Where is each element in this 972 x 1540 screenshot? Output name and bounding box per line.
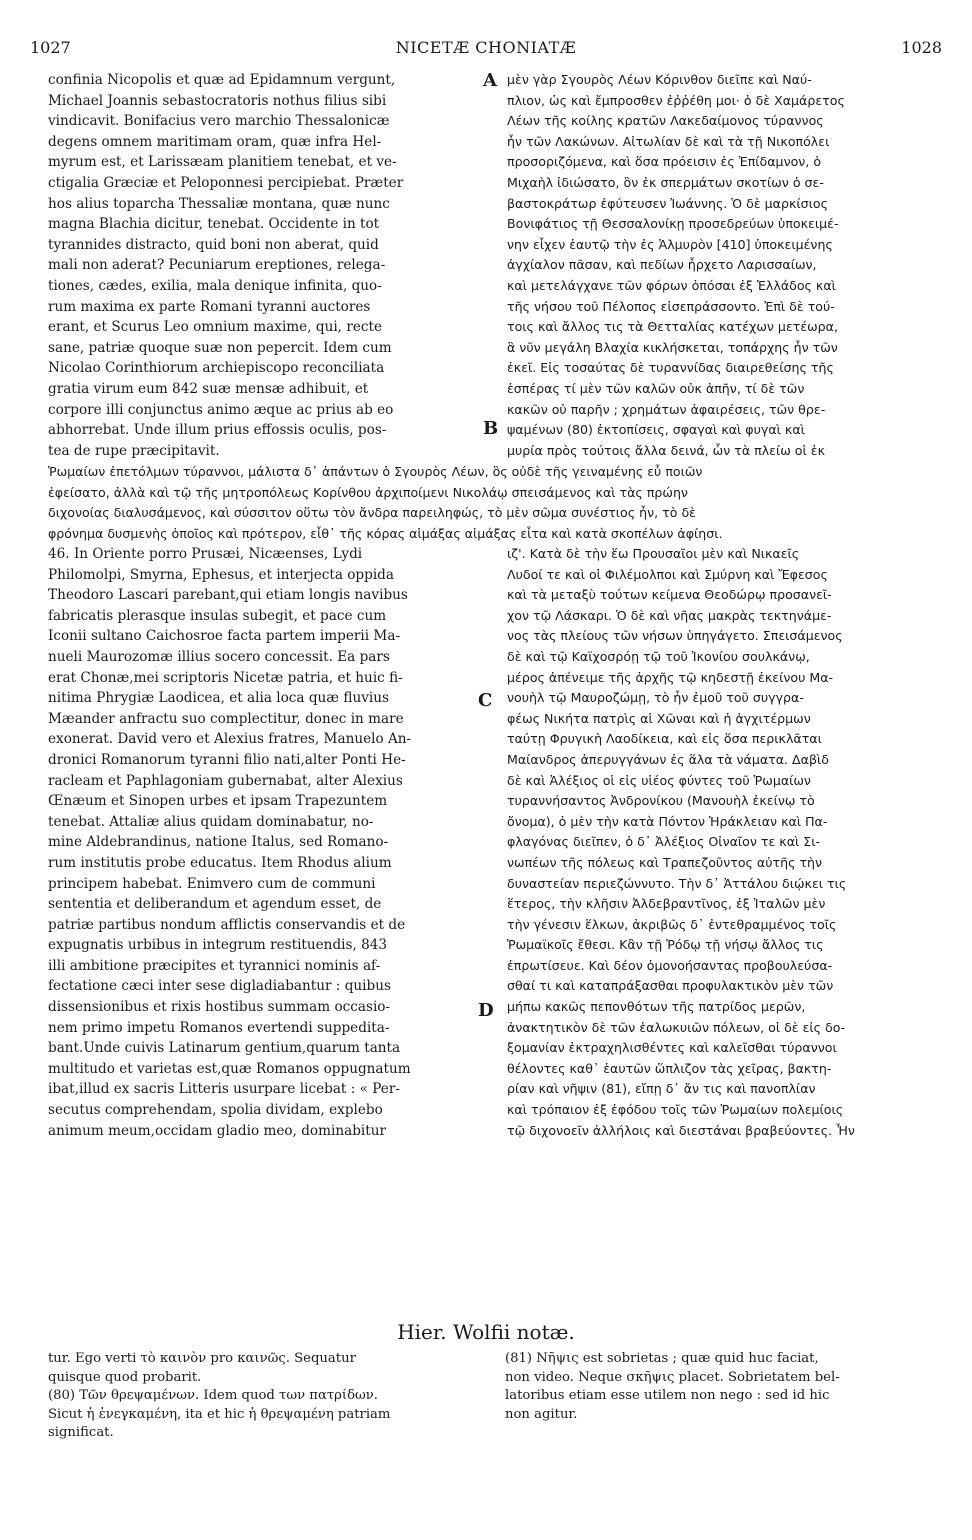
greek-text-line: κακῶν οὐ παρῆν ; χρημάτων ἀφαιρέσεις, τῶν θρε- bbox=[507, 401, 826, 417]
latin-text-line: mali non aderat? Pecuniarum ereptiones, relega- bbox=[48, 257, 386, 274]
latin-text-line: tenebat. Attaliæ alius quidam dominabatur, no- bbox=[48, 813, 374, 830]
latin-text-line: degens omnem maritimam oram, quæ infra Hel- bbox=[48, 133, 382, 150]
latin-text-line: tiones, cædes, exilia, mala denique infinita, quo- bbox=[48, 277, 382, 294]
greek-text-line: ἐπρωτίσευε. Καὶ δέον ὁμονοήσαντας προβουλεύσα- bbox=[507, 957, 833, 973]
latin-text-line: Michael Joannis sebastocratoris nothus filius sibi bbox=[48, 92, 387, 109]
greek-text-line: ἑσπέρας τί μὲν τῶν καλῶν οὐκ ἀπῆν, τί δὲ τῶν bbox=[507, 380, 805, 396]
latin-text-line: mine Aldebrandinus, natione Italus, sed Romano- bbox=[48, 834, 389, 851]
latin-text-line: dissensionibus et rixis hostibus summam occasio- bbox=[48, 999, 391, 1016]
greek-text-line: προσοριζόμενα, καὶ ὅσα πρόεισιν ἐς Ἐπίδαμνον, ὁ bbox=[507, 154, 822, 170]
latin-text-line: abhorrebat. Unde illum prius effossis oculis, pos- bbox=[48, 422, 387, 439]
greek-text-line: ἃ νῦν μεγάλη Βλαχία κικλήσκεται, τοπάρχης ἦν τῶν bbox=[507, 339, 838, 355]
greek-text-line: σθαί τι καὶ καταπράξασθαι προφυλακτικὸν μὲν τῶν bbox=[507, 978, 834, 994]
latin-text-line: secutus comprehendam, spolia dividam, explebo bbox=[48, 1102, 383, 1119]
greek-text-line: ἕτερος, τὴν κλῆσιν Ἀλδεβραντῖνος, ἐξ Ἰταλῶν μὲν bbox=[507, 896, 826, 912]
greek-text-line: Βονιφάτιος τῇ Θεσσαλονίκῃ προσεδρεύων ὑποκειμέ- bbox=[507, 216, 839, 232]
note-line: quisque quod probarit. bbox=[48, 1369, 202, 1385]
greek-text-line: ψαμένων (80) ἐκτοπίσεις, σφαγαὶ καὶ φυγαὶ καὶ bbox=[507, 422, 805, 438]
greek-text-line: μέρος ἀπένειμε τῆς ἀρχῆς τῷ κηδεστῇ ἐκείνου Μα- bbox=[507, 669, 834, 685]
latin-text-line: 46. In Oriente porro Prusæi, Nicæenses, Lydi bbox=[48, 546, 363, 562]
latin-text-line: bant.Unde cuivis Latinarum gentium,quarum tanta bbox=[48, 1040, 401, 1057]
greek-text-line: τὴν γένεσιν ἕλκων, ἀκριβῶς δ᾽ ἐντεθραμμένος τοῖς bbox=[507, 916, 837, 932]
latin-text-line: erant, et Scurus Leo omnium maxime, qui, recte bbox=[48, 319, 382, 336]
greek-text-line: Ῥωμαϊκοῖς ἔθεσι. Κἂν τῇ Ῥόδῳ τῇ νήσῳ ἄλλος τις bbox=[507, 937, 824, 953]
greek-text-line: δυναστείαν περιεζώννυτο. Τὴν δ᾽ Ἀττάλου διῴκει τις bbox=[507, 875, 847, 891]
latin-text-line: magna Blachia dicitur, tenebat. Occidente in tot bbox=[48, 216, 380, 233]
latin-column-top bbox=[48, 70, 475, 461]
latin-text-line: vindicavit. Bonifacius vero marchio Thessalonicæ bbox=[48, 113, 390, 130]
greek-text-line: Μιχαὴλ ἰδιώσατο, ὃν ἐκ σπερμάτων σκοτίων ὁ σε- bbox=[507, 174, 824, 190]
greek-text-line: φρόνημα δυσμενὴς ὁποῖος καὶ πρότερον, εἶθ᾽ τῆς κόρας αἱμάξας αἱμάξας εἶτα καὶ κατὰ σκοπέλων ἀφίησι. bbox=[48, 525, 723, 541]
latin-text-line: Mæander anfractu suo complectitur, donec in mare bbox=[48, 710, 404, 727]
greek-text-line: ἐκεῖ. Εἰς τοσαύτας δὲ τυραννίδας διαιρεθείσης τῆς bbox=[507, 360, 834, 376]
greek-text-line: νωπέων τῆς πόλεως καὶ Τραπεζοῦντος αὐτῆς τὴν bbox=[507, 854, 823, 870]
greek-column-bottom bbox=[507, 544, 937, 1141]
latin-text-line: dronici Romanorum tyranni filio nati,alter Ponti He- bbox=[48, 751, 406, 768]
greek-text-line: πλιον, ὡς καὶ ἔμπροσθεν ἐῤῥέθη μοι· ὁ δὲ Χαμάρετος bbox=[507, 92, 845, 108]
greek-text-line: ἦν τῶν Λακώνων. Αἰτωλίαν δὲ καὶ τὰ τῇ Νικοπόλει bbox=[507, 133, 830, 149]
greek-text-line: δὲ καὶ Ἀλέξιος οἱ εἰς υἱέος φύντες τοῦ Ῥωμαίων bbox=[507, 772, 811, 788]
greek-text-line: νος τὰς πλείους τῶν νήσων ὑπηγάγετο. Σπεισάμενος bbox=[507, 628, 843, 644]
notes-left-column bbox=[48, 1350, 478, 1443]
greek-text-line: μὲν γὰρ Σγουρὸς Λέων Κόρινθον διεῖπε καὶ Ναύ- bbox=[507, 72, 812, 87]
greek-text-line: Ῥωμαίων ἐπετόλμων τύραννοι, μάλιστα δ᾽ ἁπάντων ὁ Σγουρὸς Λέων, ὃς οὐδὲ τῆς γειναμένης εὖ ποιῶν bbox=[48, 464, 703, 479]
latin-text-line: racleam et Paphlagoniam gubernabat, alter Alexius bbox=[48, 772, 403, 789]
greek-column-top bbox=[507, 70, 937, 461]
latin-text-line: fectatione cæci inter sese digladiabantur : quibus bbox=[48, 978, 391, 995]
greek-text-line: ιζ'. Κατὰ δὲ τὴν ἕω Προυσαῖοι μὲν καὶ Νικαεῖς bbox=[507, 546, 800, 561]
greek-text-line: ἐφείσατο, ἀλλὰ καὶ τῷ τῆς μητροπόλεως Κορίνθου ἀρχιποίμενι Νικολάῳ σπεισάμενος καὶ τὰς πρώην bbox=[48, 484, 688, 500]
latin-text-line: sane, patriæ quoque suæ non pepercit. Idem cum bbox=[48, 339, 392, 356]
latin-text-line: corpore illi conjunctus animo æque ac prius ab eo bbox=[48, 401, 394, 418]
latin-text-line: rum maxima ex parte Romani tyranni auctores bbox=[48, 298, 371, 315]
greek-text-line: Λυδοί τε καὶ οἱ Φιλέμολποι καὶ Σμύρνη καὶ Ἔφεσος bbox=[507, 566, 828, 582]
latin-text-line: nitima Phrygiæ Laodicea, et alia loca quæ fluvius bbox=[48, 690, 389, 707]
notes-title: Hier. Wolfii notæ. bbox=[397, 1320, 575, 1344]
greek-text-line: φλαγόνας διεῖπεν, ὁ δ᾽ Ἀλέξιος Οἰναῖον τε καὶ Σι- bbox=[507, 834, 821, 850]
greek-text-line: φέως Νικήτα πατρὶς αἱ Χῶναι καὶ ἡ ἀγχιτέρμων bbox=[507, 710, 811, 726]
running-header bbox=[30, 38, 942, 62]
latin-text-line: tyrannides distracto, quid boni non aberat, quid bbox=[48, 236, 379, 253]
note-line: Sicut ἡ ἐνεγκαμένη, ita et hic ἡ θρεψαμένη patriam bbox=[48, 1406, 391, 1422]
note-line: tur. Ego verti τὸ καινὸν pro καινῶς. Sequatur bbox=[48, 1351, 356, 1366]
greek-text-line: ξομανίαν ἐκτραχηλισθέντες καὶ καλεῖσθαι τύραννοι bbox=[507, 1040, 837, 1056]
latin-text-line: Theodoro Lascari parebant,qui etiam longis navibus bbox=[48, 587, 408, 604]
greek-text-line: τῆς νήσου τοῦ Πέλοπος εἰσεπράσσοντο. Ἐπὶ δὲ τού- bbox=[507, 298, 835, 314]
greek-text-line: νουὴλ τῷ Μαυροζώμῃ, τὸ ἦν ἐμοῦ τοῦ συγγρα- bbox=[507, 690, 804, 706]
latin-text-line: hos alius toparcha Thessaliæ montana, quæ nunc bbox=[48, 195, 390, 212]
greek-text-line: καὶ τρόπαιον ἐξ ἐφόδου τοῖς τῶν Ῥωμαίων πολεμίοις bbox=[507, 1102, 844, 1118]
latin-text-line: Nicolao Corinthiorum archiepiscopo reconciliata bbox=[48, 360, 385, 377]
greek-text-line: δὲ καὶ τῷ Καϊχοσρόῃ τῷ τοῦ Ἰκονίου σουλκάνῳ, bbox=[507, 648, 810, 664]
section-marker-a: A bbox=[483, 70, 497, 91]
note-line: (80) Τῶν θρεψαμένων. Idem quod των πατρίδων. bbox=[48, 1388, 378, 1403]
greek-text-line: ρίαν καὶ νῆψιν (81), εἴπῃ δ᾽ ἄν τις καὶ πανοπλίαν bbox=[507, 1081, 816, 1097]
greek-text-line: καὶ τὰ μεταξὺ τούτων κείμενα Θεοδώρῳ προσανεῖ- bbox=[507, 587, 832, 603]
greek-text-line: ἀγχίαλον πᾶσαν, καὶ πεδίων ἦρχετο Λαρισσαίων, bbox=[507, 257, 817, 273]
greek-text-line: μήπω κακῶς πεπονθότων τῆς πατρίδος μερῶν, bbox=[507, 999, 806, 1015]
section-marker-d: D bbox=[478, 1000, 494, 1021]
latin-text-line: rum institutis probe educatus. Item Rhodus alium bbox=[48, 854, 392, 871]
section-marker-b: B bbox=[483, 418, 499, 439]
latin-text-line: expugnatis urbibus in integrum restituendis, 843 bbox=[48, 937, 388, 954]
latin-text-line: tea de rupe præcipitavit. bbox=[48, 442, 220, 459]
latin-text-line: ctigalia Græciæ et Peloponnesi percipiebat. Præter bbox=[48, 174, 404, 191]
latin-text-line: principem habebat. Enimvero cum de communi bbox=[48, 875, 376, 892]
latin-text-line: fabricatis plerasque insulas subegit, et pace cum bbox=[48, 607, 387, 624]
latin-text-line: Philomolpi, Smyrna, Ephesus, et interjecta oppida bbox=[48, 566, 394, 583]
latin-text-line: gratia virum eum 842 suæ mensæ adhibuit, et bbox=[48, 380, 369, 397]
latin-text-line: patriæ partibus nondum afflictis conservandis et de bbox=[48, 916, 406, 933]
note-line: (81) Νῆψις est sobrietas ; quæ quid huc faciat, bbox=[505, 1351, 819, 1366]
latin-text-line: myrum est, et Larissæam planitiem tenebat, et ve- bbox=[48, 154, 397, 171]
latin-text-line: erat Chonæ,mei scriptoris Nicetæ patria, et huic fi- bbox=[48, 669, 403, 686]
note-line: non agitur. bbox=[505, 1406, 578, 1422]
latin-column-bottom bbox=[48, 544, 475, 1141]
greek-text-line: νην εἶχεν ἑαυτῷ τὴν ἐς Ἁλμυρὸν [410] ὑποκειμένης bbox=[507, 236, 833, 252]
right-page-number: 1028 bbox=[901, 38, 942, 57]
greek-text-line: τοις καὶ ἄλλος τις τὰ Θετταλίας κατέχων μετέωρα, bbox=[507, 319, 838, 335]
greek-text-line: καὶ μετελάγχανε τῶν φόρων ὁπόσαι ἐξ Ἑλλάδος καὶ bbox=[507, 277, 836, 293]
greek-text-line: χον τῷ Λάσκαρι. Ὁ δὲ καὶ νῆας μακρὰς τεκτηνάμε- bbox=[507, 607, 832, 623]
greek-text-line: Μαίανδρος ἀπερυγγάνων ἐς ἅλα τὰ νάματα. Δαβὶδ bbox=[507, 751, 829, 767]
greek-text-line: τυραννήσαντος Ἀνδρονίκου (Μανουὴλ ἐκείνῳ τὸ bbox=[507, 793, 815, 809]
greek-text-line: διχονοίας διαλυσάμενος, καὶ σύσσιτον οὕτω τὸν ἄνδρα παρειληφώς, τὸ μὲν σῶμα συνέστιος ἦν, τὸ δὲ bbox=[48, 505, 696, 521]
greek-text-line: ταύτῃ Φρυγικὴ Λαοδίκεια, καὶ εἰς ὅσα περικλᾶται bbox=[507, 731, 822, 747]
latin-text-line: nueli Maurozomæ illius socero concessit. Ea pars bbox=[48, 648, 390, 665]
greek-text-line: ἀνακτητικὸν δὲ τῶν ἑαλωκυιῶν πόλεων, οἱ δὲ εἰς δο- bbox=[507, 1019, 846, 1035]
greek-text-line: Λέων τῆς κοίλης κρατῶν Λακεδαίμονος τύραννος bbox=[507, 113, 824, 129]
greek-text-line: θέλοντες καθ᾽ ἑαυτῶν ὥπλιζον τὰς χεῖρας, βακτη- bbox=[507, 1060, 832, 1076]
latin-text-line: nem primo impetu Romanos evertendi suppedita- bbox=[48, 1019, 390, 1036]
running-title: NICETÆ CHONIATÆ bbox=[395, 38, 577, 57]
notes-right-column bbox=[505, 1350, 935, 1424]
note-line: non video. Neque σκῆψις placet. Sobrietatem bel- bbox=[505, 1369, 840, 1385]
latin-text-line: multitudo et varietas est,quæ Romanos oppugnatum bbox=[48, 1060, 411, 1077]
greek-text-line: βαστοκράτωρ ἐφύτευσεν Ἰωάννης. Ὁ δὲ μαρκίσιος bbox=[507, 195, 828, 211]
left-page-number: 1027 bbox=[30, 38, 71, 57]
latin-text-line: confinia Nicopolis et quæ ad Epidamnum vergunt, bbox=[48, 72, 396, 88]
greek-text-line: ὄνομα), ὁ μὲν τὴν κατὰ Πόντον Ἡράκλειαν καὶ Πα- bbox=[507, 813, 828, 829]
latin-text-line: exonerat. David vero et Alexius fratres, Manuelo An- bbox=[48, 731, 412, 748]
latin-text-line: Œnæum et Sinopen urbes et ipsam Trapezuntem bbox=[48, 793, 388, 810]
section-marker-c: C bbox=[478, 690, 493, 711]
latin-text-line: sententia et deliberandum et agendum esset, de bbox=[48, 896, 382, 913]
greek-full-width-block bbox=[48, 462, 938, 544]
latin-text-line: Iconii sultano Caichosroe facta partem imperii Ma- bbox=[48, 628, 401, 645]
latin-text-line: animum meum,occidam gladio meo, dominabitur bbox=[48, 1122, 386, 1139]
note-line: latoribus etiam esse utilem non nego : sed id hic bbox=[505, 1388, 830, 1403]
greek-text-line: τῷ διχονοεῖν ἀλλήλοις καὶ διεστάναι βραβεύοντες. Ἦν bbox=[507, 1122, 855, 1138]
latin-text-line: illi ambitione præcipites et tyrannici nominis af- bbox=[48, 957, 381, 974]
latin-text-line: ibat,illud ex sacris Litteris usurpare licebat : « Per- bbox=[48, 1081, 400, 1098]
note-line: significat. bbox=[48, 1425, 114, 1440]
greek-text-line: μυρία πρὸς τούτοις ἄλλα δεινά, ὧν τὰ πλείω οἱ ἐκ bbox=[507, 442, 826, 458]
